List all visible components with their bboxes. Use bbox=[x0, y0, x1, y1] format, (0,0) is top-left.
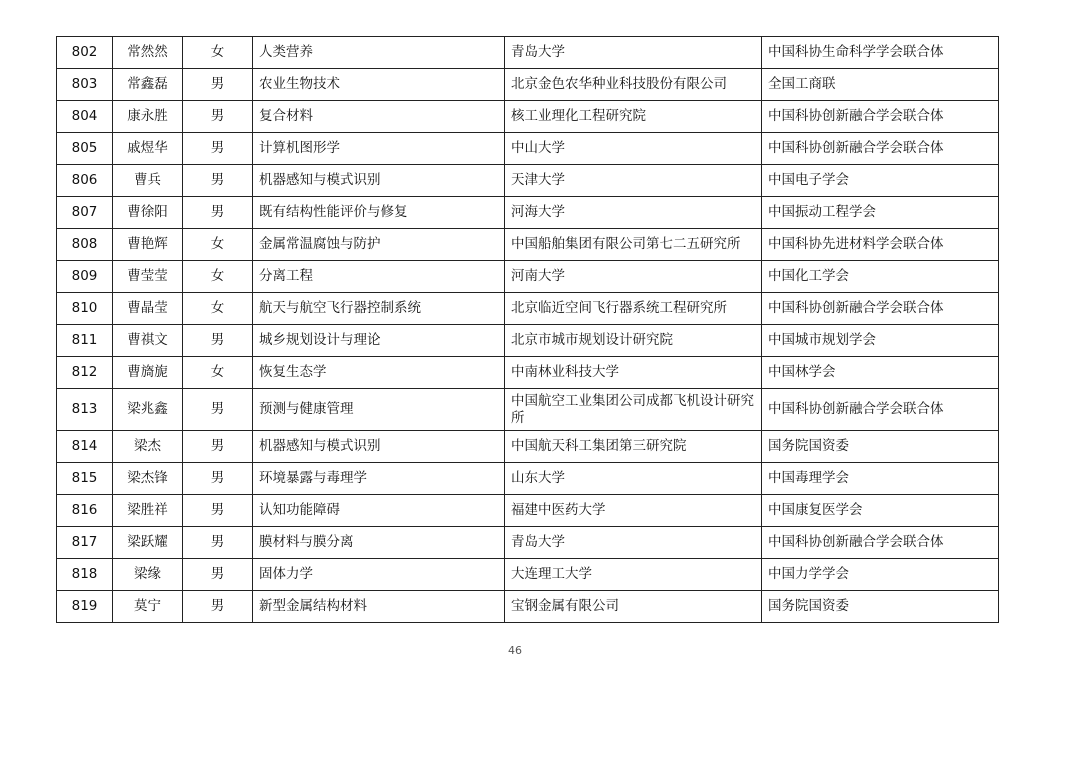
cell-number: 806 bbox=[57, 165, 113, 197]
cell-field: 航天与航空飞行器控制系统 bbox=[253, 293, 505, 325]
cell-institution: 大连理工大学 bbox=[505, 559, 762, 591]
cell-field: 城乡规划设计与理论 bbox=[253, 325, 505, 357]
cell-gender: 男 bbox=[183, 389, 253, 431]
cell-nominator: 中国科协先进材料学会联合体 bbox=[762, 229, 999, 261]
cell-gender: 男 bbox=[183, 165, 253, 197]
cell-institution: 河南大学 bbox=[505, 261, 762, 293]
cell-nominator: 中国康复医学会 bbox=[762, 495, 999, 527]
cell-institution: 福建中医药大学 bbox=[505, 495, 762, 527]
cell-name: 曹旖旎 bbox=[113, 357, 183, 389]
cell-number: 817 bbox=[57, 527, 113, 559]
candidate-table bbox=[56, 36, 999, 623]
table-row bbox=[57, 591, 999, 623]
cell-gender: 女 bbox=[183, 357, 253, 389]
cell-gender: 女 bbox=[183, 229, 253, 261]
cell-nominator: 全国工商联 bbox=[762, 69, 999, 101]
cell-name: 梁杰锋 bbox=[113, 463, 183, 495]
table-row bbox=[57, 37, 999, 69]
cell-field: 固体力学 bbox=[253, 559, 505, 591]
cell-institution: 天津大学 bbox=[505, 165, 762, 197]
cell-number: 808 bbox=[57, 229, 113, 261]
cell-gender: 女 bbox=[183, 37, 253, 69]
cell-gender: 男 bbox=[183, 69, 253, 101]
cell-gender: 男 bbox=[183, 559, 253, 591]
cell-nominator: 中国科协创新融合学会联合体 bbox=[762, 389, 999, 431]
cell-nominator: 中国化工学会 bbox=[762, 261, 999, 293]
cell-field: 计算机图形学 bbox=[253, 133, 505, 165]
cell-name: 梁兆鑫 bbox=[113, 389, 183, 431]
cell-gender: 男 bbox=[183, 197, 253, 229]
cell-field: 新型金属结构材料 bbox=[253, 591, 505, 623]
cell-number: 810 bbox=[57, 293, 113, 325]
cell-gender: 男 bbox=[183, 495, 253, 527]
table-row bbox=[57, 101, 999, 133]
cell-field: 复合材料 bbox=[253, 101, 505, 133]
cell-institution: 中南林业科技大学 bbox=[505, 357, 762, 389]
cell-institution: 山东大学 bbox=[505, 463, 762, 495]
cell-name: 曹晶莹 bbox=[113, 293, 183, 325]
cell-name: 曹莹莹 bbox=[113, 261, 183, 293]
table-row bbox=[57, 325, 999, 357]
cell-nominator: 中国振动工程学会 bbox=[762, 197, 999, 229]
cell-gender: 女 bbox=[183, 293, 253, 325]
cell-field: 分离工程 bbox=[253, 261, 505, 293]
cell-number: 805 bbox=[57, 133, 113, 165]
cell-number: 803 bbox=[57, 69, 113, 101]
cell-institution: 北京临近空间飞行器系统工程研究所 bbox=[505, 293, 762, 325]
cell-name: 常鑫磊 bbox=[113, 69, 183, 101]
cell-number: 816 bbox=[57, 495, 113, 527]
cell-institution: 北京市城市规划设计研究院 bbox=[505, 325, 762, 357]
table-row bbox=[57, 229, 999, 261]
cell-name: 梁胜祥 bbox=[113, 495, 183, 527]
cell-gender: 女 bbox=[183, 261, 253, 293]
table-row bbox=[57, 431, 999, 463]
cell-gender: 男 bbox=[183, 133, 253, 165]
cell-field: 预测与健康管理 bbox=[253, 389, 505, 431]
cell-institution: 中国船舶集团有限公司第七二五研究所 bbox=[505, 229, 762, 261]
cell-nominator: 中国电子学会 bbox=[762, 165, 999, 197]
cell-field: 人类营养 bbox=[253, 37, 505, 69]
cell-number: 809 bbox=[57, 261, 113, 293]
cell-number: 807 bbox=[57, 197, 113, 229]
cell-number: 802 bbox=[57, 37, 113, 69]
cell-name: 常然然 bbox=[113, 37, 183, 69]
cell-name: 梁跃耀 bbox=[113, 527, 183, 559]
cell-institution: 中国航天科工集团第三研究院 bbox=[505, 431, 762, 463]
cell-institution: 青岛大学 bbox=[505, 37, 762, 69]
cell-nominator: 中国科协创新融合学会联合体 bbox=[762, 133, 999, 165]
cell-gender: 男 bbox=[183, 101, 253, 133]
table-row bbox=[57, 389, 999, 431]
cell-gender: 男 bbox=[183, 591, 253, 623]
table-row bbox=[57, 261, 999, 293]
cell-name: 梁缘 bbox=[113, 559, 183, 591]
cell-number: 815 bbox=[57, 463, 113, 495]
cell-number: 813 bbox=[57, 389, 113, 431]
cell-field: 金属常温腐蚀与防护 bbox=[253, 229, 505, 261]
table-row bbox=[57, 197, 999, 229]
cell-name: 曹祺文 bbox=[113, 325, 183, 357]
cell-field: 农业生物技术 bbox=[253, 69, 505, 101]
cell-number: 812 bbox=[57, 357, 113, 389]
table-body bbox=[57, 37, 999, 623]
cell-name: 曹艳辉 bbox=[113, 229, 183, 261]
table-row bbox=[57, 165, 999, 197]
table-row bbox=[57, 133, 999, 165]
cell-name: 戚煜华 bbox=[113, 133, 183, 165]
table-row bbox=[57, 559, 999, 591]
table-row bbox=[57, 527, 999, 559]
cell-nominator: 中国城市规划学会 bbox=[762, 325, 999, 357]
cell-field: 机器感知与模式识别 bbox=[253, 165, 505, 197]
table-row bbox=[57, 357, 999, 389]
cell-number: 818 bbox=[57, 559, 113, 591]
cell-name: 梁杰 bbox=[113, 431, 183, 463]
cell-name: 康永胜 bbox=[113, 101, 183, 133]
cell-field: 膜材料与膜分离 bbox=[253, 527, 505, 559]
cell-number: 819 bbox=[57, 591, 113, 623]
cell-name: 曹兵 bbox=[113, 165, 183, 197]
cell-nominator: 中国科协创新融合学会联合体 bbox=[762, 527, 999, 559]
cell-institution: 中山大学 bbox=[505, 133, 762, 165]
cell-number: 811 bbox=[57, 325, 113, 357]
cell-nominator: 国务院国资委 bbox=[762, 591, 999, 623]
table-row bbox=[57, 495, 999, 527]
cell-field: 恢复生态学 bbox=[253, 357, 505, 389]
cell-gender: 男 bbox=[183, 431, 253, 463]
cell-nominator: 中国科协创新融合学会联合体 bbox=[762, 101, 999, 133]
cell-field: 机器感知与模式识别 bbox=[253, 431, 505, 463]
page-number: 46 bbox=[508, 644, 522, 657]
cell-number: 814 bbox=[57, 431, 113, 463]
cell-nominator: 中国科协创新融合学会联合体 bbox=[762, 293, 999, 325]
table-row bbox=[57, 69, 999, 101]
cell-institution: 青岛大学 bbox=[505, 527, 762, 559]
cell-institution: 河海大学 bbox=[505, 197, 762, 229]
cell-gender: 男 bbox=[183, 463, 253, 495]
cell-field: 环境暴露与毒理学 bbox=[253, 463, 505, 495]
cell-gender: 男 bbox=[183, 527, 253, 559]
cell-institution: 核工业理化工程研究院 bbox=[505, 101, 762, 133]
cell-name: 曹徐阳 bbox=[113, 197, 183, 229]
table-row bbox=[57, 293, 999, 325]
cell-nominator: 中国毒理学会 bbox=[762, 463, 999, 495]
cell-institution: 中国航空工业集团公司成都飞机设计研究所 bbox=[505, 389, 762, 431]
cell-institution: 北京金色农华种业科技股份有限公司 bbox=[505, 69, 762, 101]
cell-nominator: 中国力学学会 bbox=[762, 559, 999, 591]
cell-field: 既有结构性能评价与修复 bbox=[253, 197, 505, 229]
table-row bbox=[57, 463, 999, 495]
cell-field: 认知功能障碍 bbox=[253, 495, 505, 527]
cell-nominator: 国务院国资委 bbox=[762, 431, 999, 463]
cell-institution: 宝钢金属有限公司 bbox=[505, 591, 762, 623]
cell-nominator: 中国科协生命科学学会联合体 bbox=[762, 37, 999, 69]
cell-nominator: 中国林学会 bbox=[762, 357, 999, 389]
cell-gender: 男 bbox=[183, 325, 253, 357]
cell-name: 莫宁 bbox=[113, 591, 183, 623]
cell-number: 804 bbox=[57, 101, 113, 133]
